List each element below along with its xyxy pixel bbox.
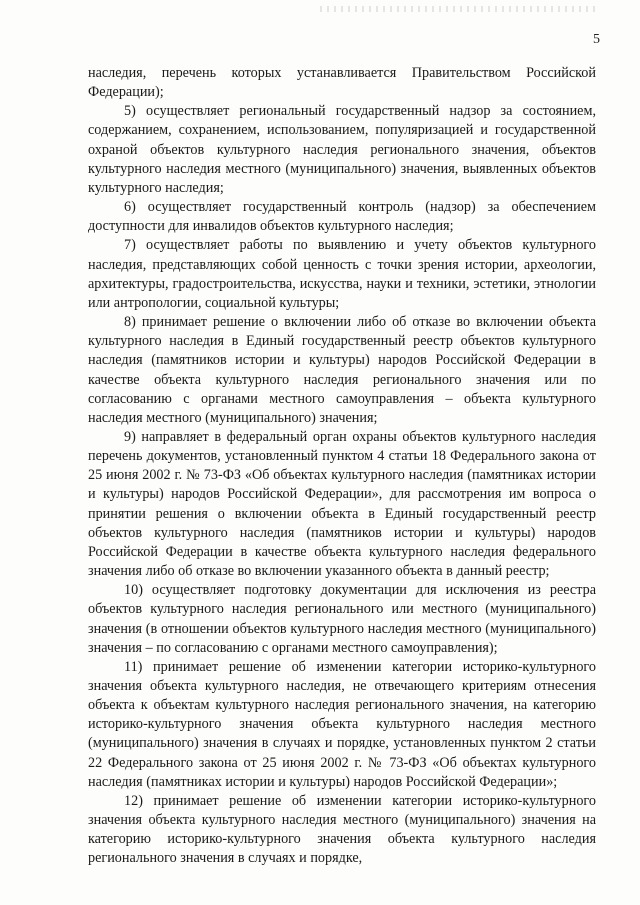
paragraph-item-5: 5) осуществляет региональный государственный надзор за состоянием, содержанием, сохранением, использованием, популяризацией и государственной охраной объектов культурного наследия регионального значения, объектов культурного наследия местного (муниципального) значения, выявленных объектов культурного наследия;	[88, 103, 596, 196]
document-body	[88, 64, 596, 869]
paragraph-continuation: наследия, перечень которых устанавливается Правительством Российской Федерации);	[88, 65, 596, 101]
paragraph-item-8: 8) принимает решение о включении либо об отказе во включении объекта культурного наследия в Единый государственный реестр объектов культурного наследия (памятников истории и культуры) народов Российской Федерации в качестве объекта культурного наследия регионального значения или по согласованию с органами местного самоуправления – объекта культурного наследия местного (муниципального) значения;	[88, 314, 596, 426]
paragraph-item-11: 11) принимает решение об изменении категории историко-культурного значения объекта культурного наследия, не отвечающего критериям отнесения объекта к объектам культурного наследия регионального значения, на категорию историко-культурного значения объекта культурного наследия местного (муниципального) значения в случаях и порядке, установленных пунктом 2 статьи 22 Федерального закона от 25 июня 2002 г. № 73-ФЗ «Об объектах культурного наследия (памятниках истории и культуры) народов Российской Федерации»;	[88, 658, 596, 790]
page-number: 5	[593, 32, 600, 47]
paragraph-item-9: 9) направляет в федеральный орган охраны объектов культурного наследия перечень документов, установленный пунктом 4 статьи 18 Федерального закона от 25 июня 2002 г. № 73-ФЗ «Об объектах культурного наследия (памятниках истории и культуры) народов Российской Федерации», для рассмотрения им вопроса о принятии решения о включении объекта в Единый государственный реестр объектов культурного наследия (памятников истории и культуры) народов Российской Федерации в качестве объекта культурного наследия федерального значения либо об отказе во включении указанного объекта в данный реестр;	[88, 428, 596, 580]
paragraph-item-6: 6) осуществляет государственный контроль (надзор) за обеспечением доступности для инвалидов объектов культурного наследия;	[88, 199, 596, 235]
paragraph-item-10: 10) осуществляет подготовку документации для исключения из реестра объектов культурного наследия регионального или местного (муниципального) значения (в отношении объектов культурного наследия местного (муниципального) значения – по согласованию с органами местного самоуправления);	[88, 582, 596, 656]
paragraph-item-12: 12) принимает решение об изменении категории историко-культурного значения объекта культурного наследия местного (муниципального) значения на категорию историко-культурного значения объекта культурного наследия регионального значения в случаях и порядке,	[88, 792, 596, 867]
scan-artifact	[320, 6, 600, 12]
paragraph-item-7: 7) осуществляет работы по выявлению и учету объектов культурного наследия, представляющих собой ценность с точки зрения истории, археологии, архитектуры, градостроительства, искусства, науки и техники, эстетики, этнологии или антропологии, социальной культуры;	[88, 237, 596, 311]
